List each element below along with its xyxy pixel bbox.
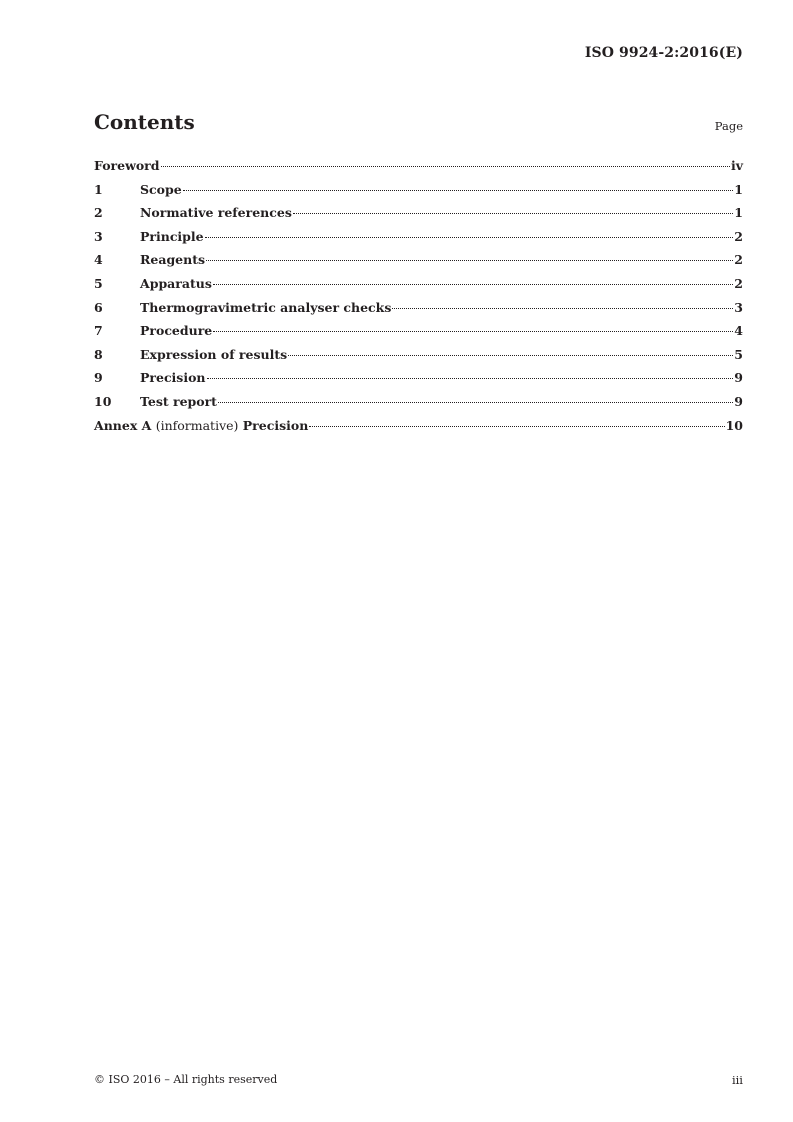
toc-entry-title: Reagents [140, 252, 206, 268]
toc-entry-title [94, 414, 308, 438]
toc-entry-foreword[interactable] [94, 154, 743, 178]
contents-heading: Contents [94, 110, 195, 134]
toc-entry-title: Scope [140, 181, 182, 197]
page-column-label: Page [714, 119, 743, 133]
toc-entry-title: Expression of results [140, 346, 288, 362]
toc-entry-number: 3 [94, 228, 103, 244]
toc-entry-number: 2 [94, 205, 103, 221]
toc-entry-precision[interactable] [94, 366, 743, 390]
toc-leader-dots [392, 308, 733, 309]
toc-entry-test-report[interactable] [94, 390, 743, 414]
toc-leader-dots [213, 284, 733, 285]
toc-entry-number: 6 [94, 299, 103, 315]
table-of-contents [94, 154, 743, 437]
toc-entry-page: iv [730, 158, 743, 173]
toc-leader-dots [293, 213, 733, 214]
toc-entry-title: Foreword [94, 158, 160, 173]
annex-label: Annex A [94, 417, 152, 433]
toc-entry-normative-references[interactable] [94, 201, 743, 225]
toc-leader-dots [309, 426, 724, 427]
toc-entry-reagents[interactable] [94, 248, 743, 272]
toc-leader-dots [288, 355, 733, 356]
toc-entry-number: 5 [94, 275, 103, 291]
toc-entry-page: 5 [734, 346, 743, 362]
document-identifier: ISO 9924-2:2016(E) [584, 45, 743, 61]
toc-entry-title: Test report [140, 393, 217, 409]
toc-entry-page: 4 [734, 323, 743, 339]
toc-entry-page: 9 [734, 393, 743, 409]
toc-entry-number: 9 [94, 370, 103, 386]
toc-leader-dots [205, 237, 734, 238]
toc-entry-procedure[interactable] [94, 319, 743, 343]
toc-entry-title: Precision [140, 370, 206, 386]
toc-leader-dots [207, 378, 734, 379]
toc-entry-expression-of-results[interactable] [94, 343, 743, 367]
toc-entry-number: 10 [94, 393, 112, 409]
toc-entry-page: 3 [734, 299, 743, 315]
toc-entry-page: 2 [734, 252, 743, 268]
toc-leader-dots [213, 331, 733, 332]
toc-entry-number: 4 [94, 252, 103, 268]
toc-entry-number: 8 [94, 346, 103, 362]
toc-entry-apparatus[interactable] [94, 272, 743, 296]
toc-entry-title: Apparatus [140, 275, 212, 291]
toc-entry-annex-a[interactable] [94, 414, 743, 438]
toc-entry-page: 9 [734, 370, 743, 386]
toc-entry-title: Normative references [140, 205, 292, 221]
toc-entry-principle[interactable] [94, 225, 743, 249]
copyright-notice: © ISO 2016 – All rights reserved [94, 1073, 278, 1086]
toc-entry-title: Principle [140, 228, 204, 244]
toc-entry-page: 1 [734, 205, 743, 221]
toc-leader-dots [218, 402, 733, 403]
toc-entry-number: 7 [94, 323, 103, 339]
toc-entry-title: Thermogravimetric analyser checks [140, 299, 392, 315]
toc-leader-dots [183, 190, 734, 191]
toc-leader-dots [206, 260, 733, 261]
toc-entry-analyser-checks[interactable] [94, 296, 743, 320]
toc-entry-page: 2 [734, 275, 743, 291]
footer-page-number: iii [731, 1073, 743, 1087]
toc-entry-page: 1 [734, 181, 743, 197]
toc-entry-title: Procedure [140, 323, 213, 339]
toc-entry-scope[interactable] [94, 178, 743, 202]
annex-title: Precision [242, 417, 309, 433]
toc-entry-number: 1 [94, 181, 103, 197]
toc-entry-page: 10 [725, 417, 743, 433]
toc-entry-page: 2 [734, 228, 743, 244]
annex-type: (informative) [155, 417, 239, 433]
toc-leader-dots [161, 166, 730, 167]
